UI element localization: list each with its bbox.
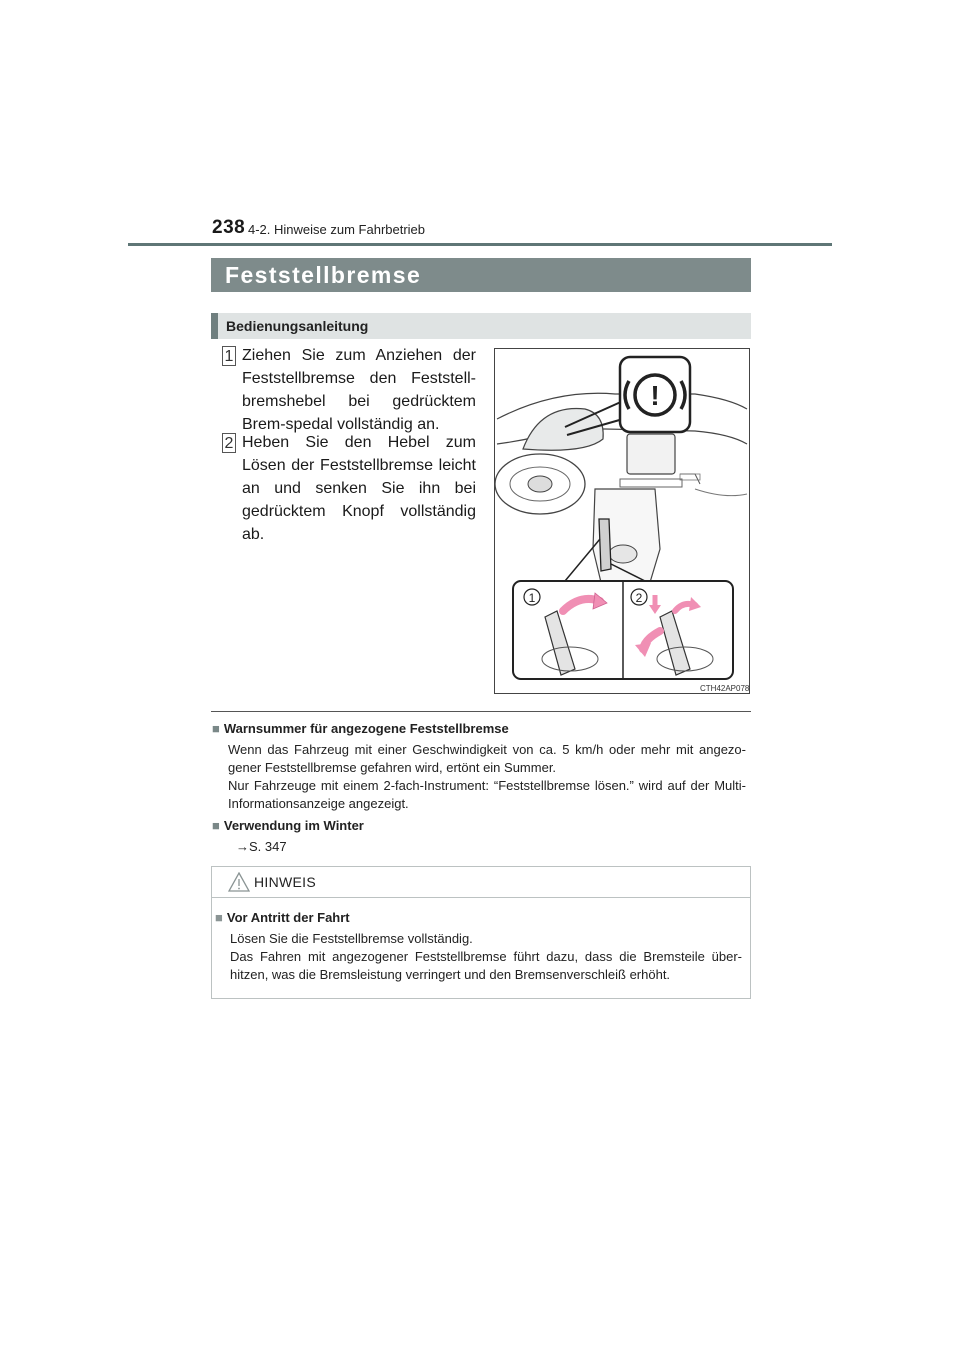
section-divider [211,711,751,712]
note-heading-text: Verwendung im Winter [223,818,364,833]
hinweis-header [212,867,750,898]
square-bullet-icon: ■ [212,721,220,736]
subheading-bar [211,313,751,339]
step-text-2: Heben Sie den Hebel zum Lösen der Feststellbremse leicht an und senken Sie ihn bei gedrücktem Knopf vollständig ab. [242,434,476,543]
hinweis-paragraph-2: Das Fahren mit angezogener Feststellbremse führt dazu, dass die Bremsteile über-hitzen, was die Bremsleistung verringert und den Bremsenverschleiß erhöht. [230,949,742,982]
square-bullet-icon: ■ [215,910,223,925]
note-paragraph-1: Wenn das Fahrzeug mit einer Geschwindigkeit von ca. 5 km/h oder mehr mit angezo-gener Feststellbremse gefahren wird, ertönt ein Summer. [228,742,746,775]
page-title: Feststellbremse [225,262,422,288]
step-number-1: 1 [222,346,236,366]
parking-brake-illustration [494,348,750,694]
hinweis-heading-text: Vor Antritt der Fahrt [226,910,350,925]
svg-text:!: ! [650,380,660,411]
inset-label-2: 2 [635,591,643,605]
hinweis-box [211,866,751,999]
note-heading-winter [212,818,364,833]
page-number: 238 [212,217,246,238]
inset-label-1: 1 [528,591,536,605]
page-reference-link[interactable]: →S. 347 [236,839,287,854]
hinweis-paragraph-1: Lösen Sie die Feststellbremse vollständig. [230,931,473,946]
step-number-2: 2 [222,433,236,453]
page-title-bar [211,258,751,292]
note-heading-warnsummer [212,721,509,736]
hinweis-label: HINWEIS [254,874,316,890]
parking-brake-drawing [495,349,749,693]
header-rule [128,243,832,246]
figure-caption: CTH42AP078 [700,684,750,693]
subheading: Bedienungsanleitung [226,318,369,334]
warning-triangle-icon [228,872,250,892]
section-label: 4-2. Hinweise zum Fahrbetrieb [248,222,426,237]
square-bullet-icon: ■ [212,818,220,833]
hinweis-heading [215,910,350,925]
step-text-1: Ziehen Sie zum Anziehen der Feststellbremse den Feststell-bremshebel bei gedrücktem Brem-spedal vollständig an. [242,347,476,433]
note-paragraph-2: Nur Fahrzeuge mit einem 2-fach-Instrument: “Feststellbremse lösen.” wird auf der Multi-Informationsanzeige angezeigt. [228,778,746,811]
note-heading-text: Warnsummer für angezogene Feststellbremse [223,721,509,736]
